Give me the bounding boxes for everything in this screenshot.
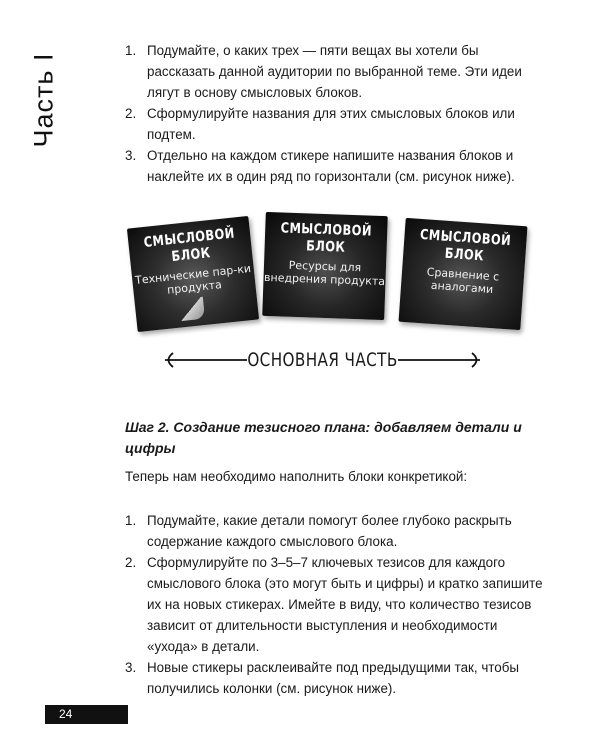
list-item [125,103,545,145]
list-item-number: 2. [125,106,137,121]
sticker-block-3 [399,218,528,330]
list-item [125,552,545,657]
list-item [125,657,545,699]
list-item-text: Отдельно на каждом стикере напишите названия блоков и наклейте их в один ряд по горизонтали (см. рисунок ниже). [147,148,515,184]
sticker-text: Ресурсы для внедрения продукта [263,258,386,289]
sticker-text: Сравнение с аналогами [426,265,500,297]
list-item-number: 3. [125,148,137,163]
list-item [125,145,545,187]
steps-list-2 [125,510,545,699]
list-item-text: Подумайте, о каких трех — пяти вещах вы хотели бы рассказать данной аудитории по выбранной теме. Эти идеи лягут в основу смысловых блоков. [147,43,522,100]
list-item-text: Сформулируйте по 3–5–7 ключевых тезисов для каждого смыслового блока (это могут быть и цифры) и кратко запишите их на новых стикерах. Имейте в виду, что количество тезисов зависит от длительности выступления и необходимости «ухода» в детали. [147,555,543,654]
step-2-intro: Теперь нам необходимо наполнить блоки конкретикой: [125,469,468,484]
list-item-text: Сформулируйте названия для этих смысловых блоков или подтем. [147,106,515,142]
page-number: 24 [59,707,73,721]
sticker-title: СМЫСЛОВОЙ БЛОК [280,220,373,256]
sticker-title: СМЫСЛОВОЙ БЛОК [419,226,512,265]
list-item-number: 2. [125,555,137,570]
list-item-text: Новые стикеры расклеивайте под предыдущими так, чтобы получились колонки (см. рисунок ниже). [147,660,520,696]
list-item-number: 1. [125,43,137,58]
list-item-number: 1. [125,513,137,528]
list-item [125,510,545,552]
main-part-caption: ОСНОВНАЯ ЧАСТЬ [247,349,398,371]
list-item-number: 3. [125,660,137,675]
part-label: Часть I [28,52,59,148]
step-2-heading: Шаг 2. Создание тезисного плана: добавляем детали и цифры [125,419,522,456]
page-number-box [45,705,128,724]
steps-list-1 [125,40,545,187]
main-part-caption-row [155,348,490,372]
sticker-title: СМЫСЛОВОЙ БЛОК [143,225,236,266]
list-item [125,40,545,103]
sticker-text: Технические пар-ки продукта [134,261,252,297]
list-item-text: Подумайте, какие детали помогут более глубоко раскрыть содержание каждого смыслового блока. [147,513,512,549]
sticker-block-2 [262,212,388,320]
